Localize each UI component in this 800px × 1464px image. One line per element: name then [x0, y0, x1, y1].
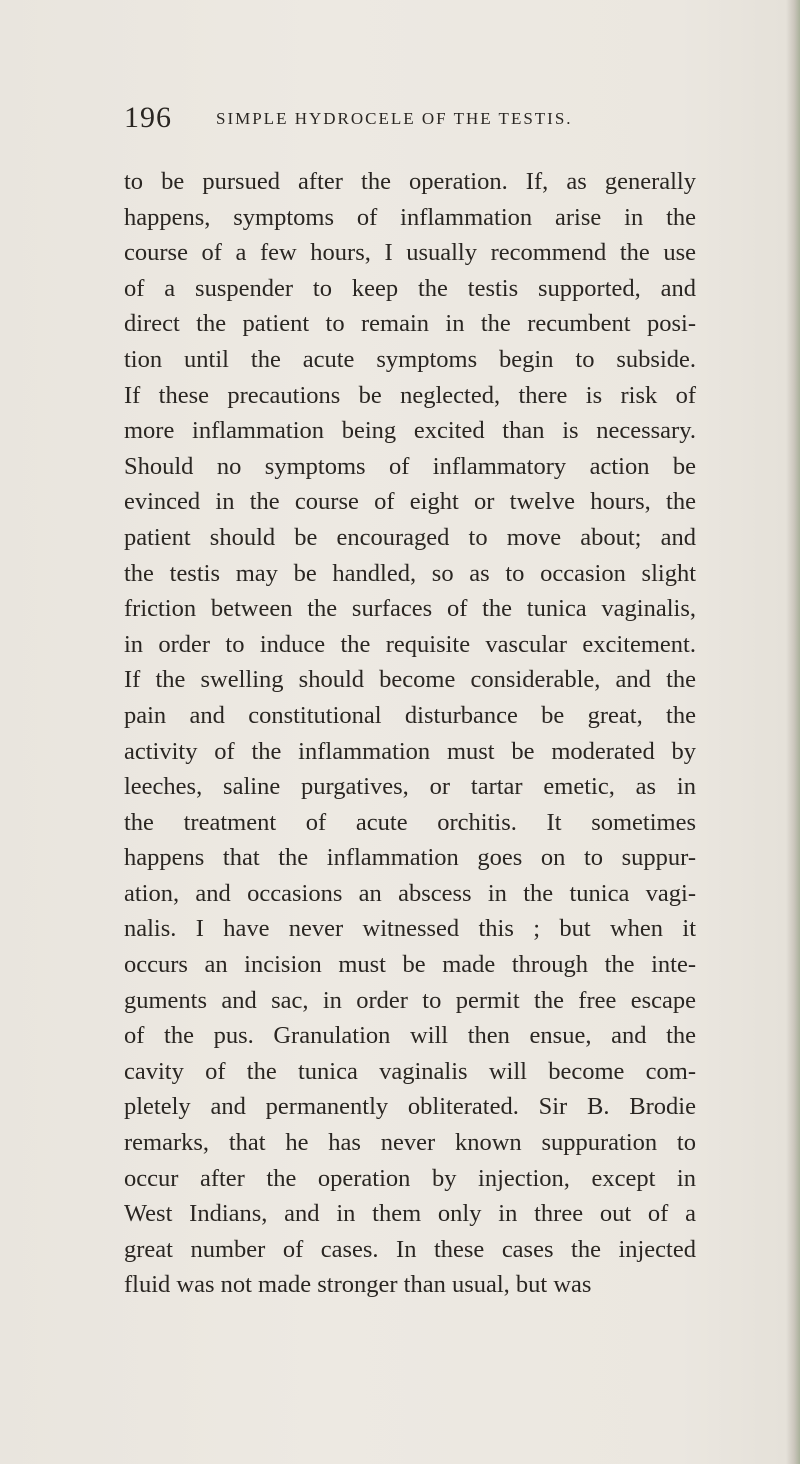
page-number: 196: [124, 101, 172, 134]
text-line: cavity of the tunica vaginalis will become com-: [124, 1057, 696, 1085]
text-line: occurs an incision must be made through the inte-: [124, 951, 696, 979]
text-line: great number of cases. In these cases the injected: [124, 1235, 696, 1263]
text-line: fluid was not made stronger than usual, but was: [124, 1271, 592, 1299]
text-line: pain and constitutional disturbance be great, the: [124, 701, 696, 729]
text-line: guments and sac, in order to permit the free escape: [124, 986, 696, 1014]
text-line: evinced in the course of eight or twelve hours, the: [124, 488, 696, 516]
text-line: friction between the surfaces of the tunica vaginalis,: [124, 595, 696, 623]
text-line: pletely and permanently obliterated. Sir B. Brodie: [124, 1093, 696, 1121]
text-line: patient should be encouraged to move about; and: [124, 523, 696, 551]
text-line: more inflammation being excited than is necessary.: [124, 417, 696, 445]
page-edge-shadow: [786, 0, 800, 1464]
text-line: direct the patient to remain in the recumbent posi-: [124, 310, 696, 338]
body-text: [124, 164, 696, 1303]
text-line: ation, and occasions an abscess in the tunica vagi-: [124, 879, 696, 907]
text-line: of the pus. Granulation will then ensue, and the: [124, 1022, 696, 1050]
text-line: occur after the operation by injection, except in: [124, 1164, 696, 1192]
text-line: the testis may be handled, so as to occasion slight: [124, 559, 696, 587]
text-line: If these precautions be neglected, there is risk of: [124, 381, 696, 409]
text-line: nalis. I have never witnessed this ; but when it: [124, 915, 696, 943]
text-line: happens that the inflammation goes on to suppur-: [124, 844, 696, 872]
text-line: West Indians, and in them only in three out of a: [124, 1200, 696, 1228]
text-line: in order to induce the requisite vascular excitement.: [124, 630, 696, 658]
text-line: activity of the inflammation must be moderated by: [124, 737, 696, 765]
text-line: to be pursued after the operation. If, as generally: [124, 168, 696, 195]
page-header: [124, 98, 724, 138]
text-line: course of a few hours, I usually recommend the use: [124, 239, 696, 267]
text-line: Should no symptoms of inflammatory action be: [124, 452, 696, 480]
text-line: remarks, that he has never known suppuration to: [124, 1129, 696, 1157]
text-line: leeches, saline purgatives, or tartar emetic, as in: [124, 773, 696, 801]
text-line: happens, symptoms of inflammation arise in the: [124, 203, 696, 231]
text-line: tion until the acute symptoms begin to subside.: [124, 345, 696, 373]
text-line: If the swelling should become considerable, and the: [124, 666, 696, 694]
text-line: the treatment of acute orchitis. It sometimes: [124, 808, 696, 836]
running-head: SIMPLE HYDROCELE OF THE TESTIS.: [216, 109, 573, 128]
text-line: of a suspender to keep the testis supported, and: [124, 274, 696, 302]
